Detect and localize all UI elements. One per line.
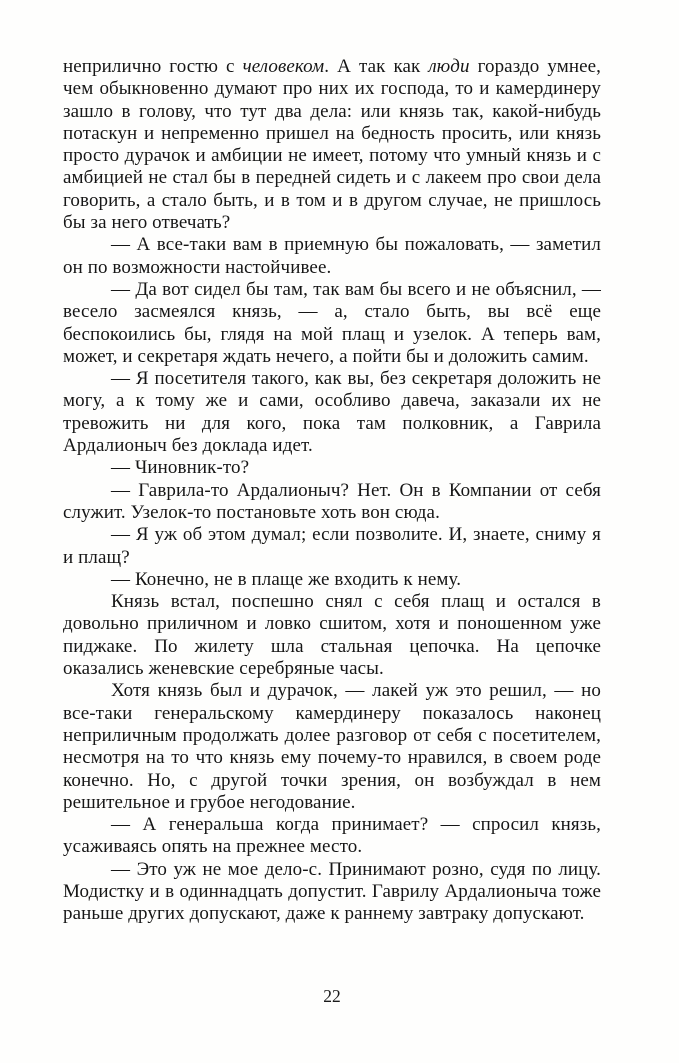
text-run: — Чиновник-то? [111, 457, 250, 479]
paragraph [63, 524, 601, 569]
text-run: . А так как [324, 56, 429, 77]
text-run: — А генеральша когда принимает? — спросил князь, усаживаясь опять на прежнее место. [63, 814, 601, 858]
text-run: — Конечно, не в плаще же входить к нему. [111, 568, 462, 590]
paragraph [63, 814, 601, 859]
text-run: — Да вот сидел бы там, так вам бы всего и не объяснил, — весело засмеялся князь, — а, стало быть, вы всё еще беспокоились бы, глядя на мой плащ и узелок. А теперь вам, может, и секретаря ждать нечего, а пойти бы и доложить самим. [63, 278, 601, 367]
text-run: — Гаврила-то Ардалионыч? Нет. Он в Компании от себя служит. Узелок-то постановьте хоть вон сюда. [63, 479, 601, 523]
paragraph [63, 591, 601, 680]
paragraph [63, 457, 601, 479]
italic-term: люди [428, 56, 470, 77]
text-run: неприлично гостю с [63, 56, 243, 77]
text-run: — Это уж не мое дело-с. Принимают розно, судя по лицу. Модистку и в одиннадцать допустит. Гаврилу Ардалионыча тоже раньше других допускают, даже к раннему завтраку допускают. [63, 858, 601, 925]
paragraph [63, 56, 601, 234]
paragraph [63, 279, 601, 368]
text-run: гораздо умнее, чем обыкновенно думают про них их господа, то и камердинеру зашло в голову, что тут два дела: или князь так, какой-нибудь потаскун и непременно пришел на бедность просить, или князь просто дурачок и амбиции не имеет, потому что умный князь и с амбицией не стал бы в передней сидеть и с лакеем про свои дела говорить, а стало быть, и в том и в другом случае, не пришлось бы за него отвечать? [63, 56, 602, 234]
paragraph [63, 234, 601, 279]
italic-term: человеком [242, 56, 325, 77]
text-run: — А все-таки вам в приемную бы пожаловать, — заметил он по возможности настойчивее. [63, 234, 601, 278]
paragraph [63, 480, 601, 525]
paragraph [63, 368, 601, 457]
paragraph [63, 680, 601, 814]
page-number: 22 [323, 986, 341, 1006]
text-run: Князь встал, поспешно снял с себя плащ и остался в довольно приличном и ловко сшитом, хотя и поношенном уже пиджаке. По жилету шла стальная цепочка. На цепочке оказались женевские серебряные часы. [63, 591, 601, 680]
paragraph [63, 569, 601, 591]
paragraph [63, 859, 601, 926]
text-run: Хотя князь был и дурачок, — лакей уж это решил, — но все-таки генеральскому камердинеру показалось наконец неприличным продолжать долее разговор от себя с посетителем, несмотря на то что князь ему почему-то нравился, в своем роде конечно. Но, с другой точки зрения, он возбуждал в нем решительное и грубое негодование. [63, 680, 601, 813]
text-run: — Я посетителя такого, как вы, без секретаря доложить не могу, а к тому же и сами, особливо давеча, заказали их не тревожить ни для кого, пока там полковник, а Гаврила Ардалионыч без доклада идет. [63, 368, 601, 457]
page-text [63, 56, 601, 926]
text-run: — Я уж об этом думал; если позволите. И, знаете, сниму я и плащ? [63, 524, 601, 568]
